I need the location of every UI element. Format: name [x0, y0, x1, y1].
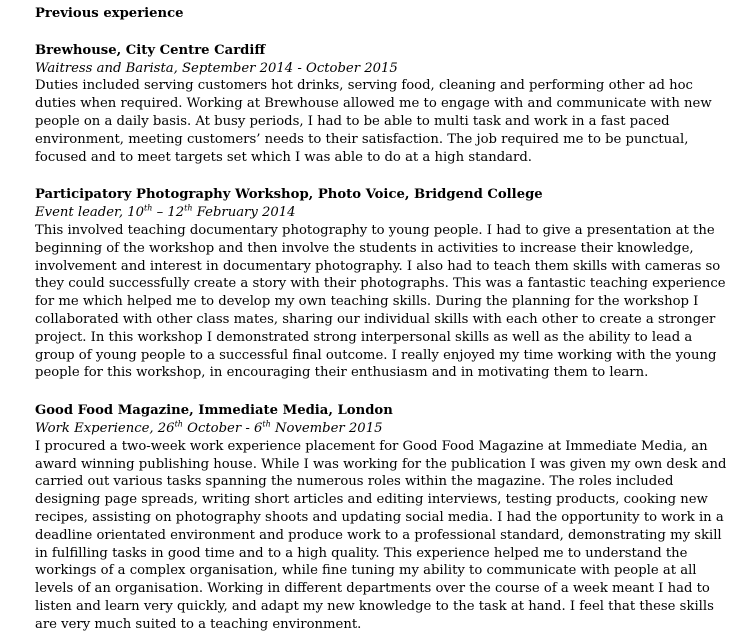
experience-entry-good-food	[35, 402, 735, 633]
ordinal-suffix: th	[144, 203, 153, 213]
role-suffix: February 2014	[192, 205, 296, 221]
section-heading: Previous experience	[35, 6, 184, 21]
entry-title: Good Food Magazine, Immediate Media, London	[35, 403, 393, 419]
entry-description: I procured a two-week work experience placement for Good Food Magazine at Immediate Media, an award winning publishing house. While I was working for the publication I was given my own desk and carried out various tasks spanning the numerous roles within the magazine. The roles included designing page spreads, writing short articles and editing interviews, testing products, cooking new recipes, assisting on photography shoots and updating social media. I had the opportunity to work in a deadline orientated environment and produce work to a professional standard, demonstrating my skill in fulfilling tasks in good time and to a high quality. This experience helped me to understand the workings of a complex organisation, while fine tuning my ability to communicate with people at all levels of an organisation. Working in different departments over the course of a week meant I had to listen and learn very quickly, and adapt my new knowledge to the task at hand. I feel that these skills are very much suited to a teaching environment.	[35, 438, 727, 632]
entry-role	[35, 204, 735, 222]
ordinal-suffix: th	[174, 419, 183, 429]
entry-description: Duties included serving customers hot drinks, serving food, cleaning and performing other ad hoc duties when required. Working at Brewhouse allowed me to engage with and communicate with new people on a daily basis. At busy periods, I had to be able to multi task and work in a fast paced environment, meeting customers’ needs to their satisfaction. The job required me to be punctual, focused and to meet targets set which I was able to do at a high standard.	[35, 78, 712, 165]
role-prefix: Work Experience, 26	[35, 420, 175, 436]
role-mid: October - 6	[182, 420, 263, 436]
ordinal-suffix: th	[184, 203, 193, 213]
experience-entry-photography-workshop	[35, 186, 735, 382]
ordinal-suffix: th	[262, 419, 271, 429]
role-mid: – 12	[152, 205, 185, 221]
entry-title: Participatory Photography Workshop, Photo Voice, Bridgend College	[35, 187, 543, 203]
experience-entry-brewhouse	[35, 42, 735, 167]
role-suffix: November 2015	[270, 420, 383, 436]
role-prefix: Event leader, 10	[35, 205, 145, 221]
entry-description: This involved teaching documentary photography to young people. I had to give a presentation at the beginning of the workshop and then involve the students in activities to increase their knowledge, involvement and interest in documentary photography. I also had to teach them skills with cameras so they could successfully create a story with their photographs. This was a fantastic teaching experience for me which helped me to develop my own teaching skills. During the planning for the workshop I collaborated with other class mates, sharing our individual skills with each other to create a stronger project. In this workshop I demonstrated strong interpersonal skills as well as the ability to lead a group of young people to a successful final outcome. I really enjoyed my time working with the young people for this workshop, in encouraging their enthusiasm and in motivating them to learn.	[35, 222, 726, 381]
entry-role	[35, 420, 735, 438]
entry-role: Waitress and Barista, September 2014 - October 2015	[35, 60, 398, 76]
entry-title: Brewhouse, City Centre Cardiff	[35, 42, 266, 58]
